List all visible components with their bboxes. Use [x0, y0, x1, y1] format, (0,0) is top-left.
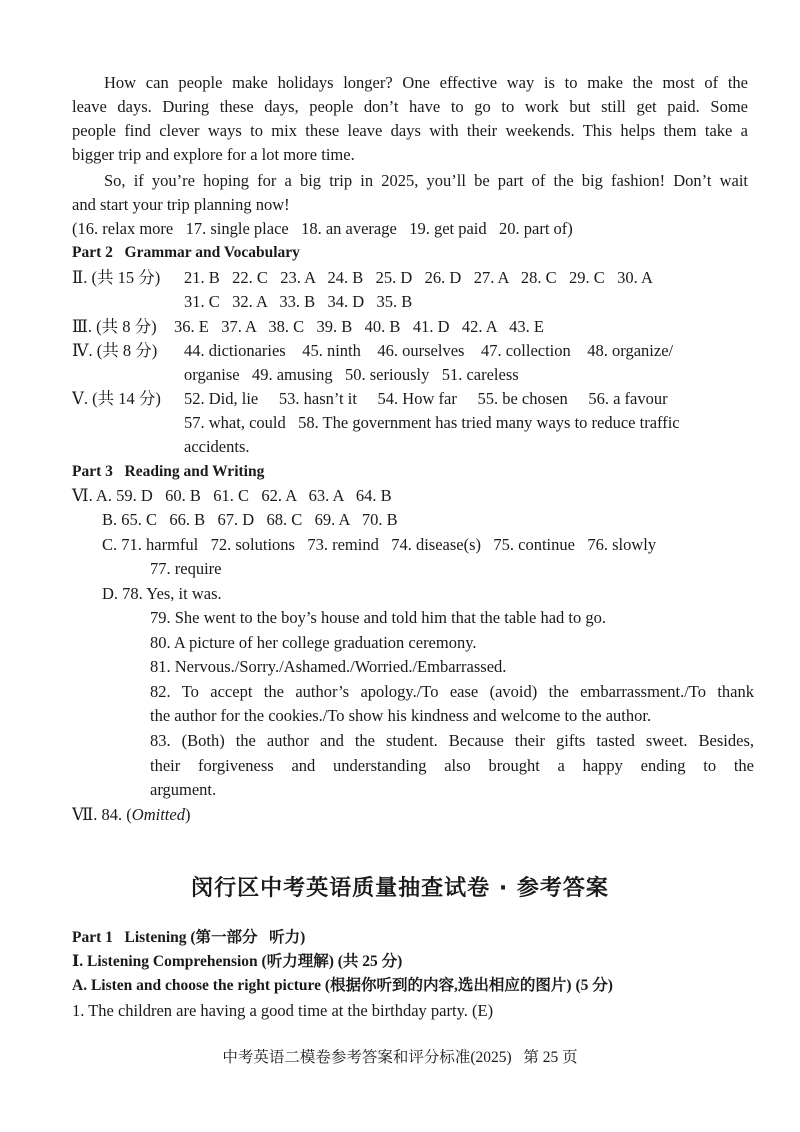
passage-answers: (16. relax more 17. single place 18. an average 19. get paid 20. part of) [72, 219, 573, 238]
section-VII-prefix: Ⅶ. 84. ( [72, 805, 132, 824]
page-footer: 中考英语二模卷参考答案和评分标准(2025) 第 25 页 [222, 1049, 578, 1066]
section-VII [72, 804, 190, 826]
part1-heading: Part 1 Listening (第一部分 听力) [72, 929, 306, 946]
section-IV-answers: 44. dictionaries 45. ninth 46. ourselves 47. collection 48. organize/ [184, 341, 674, 360]
section-V-answers: 52. Did, lie 53. hasn’t it 54. How far 55. be chosen 56. a favour [184, 389, 668, 408]
section-VII-omitted: Omitted [131, 805, 185, 824]
section-II-answers: 31. C 32. A 33. B 34. D 35. B [184, 292, 413, 311]
answer-82: the author for the cookies./To show his kindness and welcome to the author. [150, 706, 652, 725]
answer-81: 81. Nervous./Sorry./Ashamed./Worried./Embarrassed. [150, 657, 507, 676]
section-VI-B: B. 65. C 66. B 67. D 68. C 69. A 70. B [102, 510, 398, 529]
passage-line: bigger trip and explore for a lot more time. [72, 145, 355, 164]
answer-79: 79. She went to the boy’s house and told him that the table had to go. [150, 608, 606, 627]
question-1: 1. The children are having a good time at the birthday party. (E) [72, 1001, 494, 1020]
section-title: 闵行区中考英语质量抽查试卷 · 参考答案 [191, 876, 609, 901]
section-II-answers: 21. B 22. C 23. A 24. B 25. D 26. D 27. A 28. C 29. C 30. A [184, 268, 653, 287]
section-VI-C: C. 71. harmful 72. solutions 73. remind 74. disease(s) 75. continue 76. slowly [102, 535, 657, 554]
part3-heading: Part 3 Reading and Writing [72, 463, 265, 480]
listening-heading: Ⅰ. Listening Comprehension (听力理解) (共 25 分) [72, 953, 403, 970]
part2-heading: Part 2 Grammar and Vocabulary [72, 244, 300, 261]
passage-line: people find clever ways to mix these leave days with their weekends. This helps them take a [72, 121, 748, 140]
passage-line: How can people make holidays longer? One effective way is to make the most of the [104, 73, 748, 92]
answer-83: argument. [150, 780, 217, 799]
passage-line: So, if you’re hoping for a big trip in 2025, you’ll be part of the big fashion! Don’t wait [104, 171, 748, 190]
passage-line: and start your trip planning now! [72, 195, 290, 214]
section-V-answers: 57. what, could 58. The government has tried many ways to reduce traffic [184, 413, 680, 432]
section-VI-C: 77. require [150, 559, 222, 578]
section-VII-suffix: ) [184, 805, 191, 824]
section-III-answers: 36. E 37. A 38. C 39. B 40. B 41. D 42. A 43. E [174, 317, 544, 336]
section-V-answers: accidents. [184, 437, 250, 456]
answer-83: 83. (Both) the author and the student. Because their gifts tasted sweet. Besides, [150, 731, 754, 750]
section-III-label: Ⅲ. (共 8 分) [72, 317, 157, 336]
section-A-heading: A. Listen and choose the right picture (根据你听到的内容,选出相应的图片) (5 分) [72, 977, 613, 994]
section-V-label: Ⅴ. (共 14 分) [72, 389, 161, 408]
passage-line: leave days. During these days, people don’t have to go to work but still get paid. Some [72, 97, 748, 116]
section-IV-answers: organise 49. amusing 50. seriously 51. careless [184, 365, 519, 384]
section-VI-D: D. 78. Yes, it was. [102, 584, 222, 603]
answer-82: 82. To accept the author’s apology./To ease (avoid) the embarrassment./To thank [150, 682, 754, 701]
answer-83: their forgiveness and understanding also brought a happy ending to the [150, 756, 754, 775]
answer-80: 80. A picture of her college graduation ceremony. [150, 633, 477, 652]
section-IV-label: Ⅳ. (共 8 分) [72, 341, 158, 360]
section-II-label: Ⅱ. (共 15 分) [72, 268, 161, 287]
section-VI-A: Ⅵ. A. 59. D 60. B 61. C 62. A 63. A 64. B [72, 486, 392, 505]
